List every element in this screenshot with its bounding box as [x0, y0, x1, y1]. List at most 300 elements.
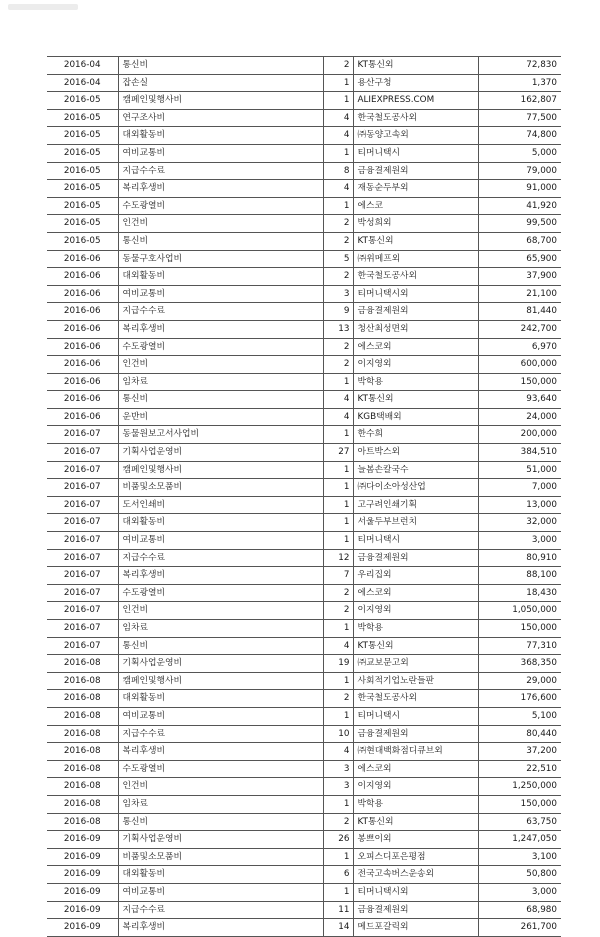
table-row — [47, 602, 561, 620]
row-expense-item: 동물구호사업비 — [118, 250, 323, 268]
row-count: 14 — [323, 919, 353, 937]
row-expense-item: 캠페인및행사비 — [118, 672, 323, 690]
table-row — [47, 408, 561, 426]
row-amount: 80,440 — [478, 725, 561, 743]
row-count: 2 — [323, 268, 353, 286]
row-date: 2016-06 — [47, 373, 118, 391]
row-vendor: 에스코외 — [353, 338, 478, 356]
row-expense-item: 도서인쇄비 — [118, 496, 323, 514]
row-amount: 150,000 — [478, 620, 561, 638]
row-date: 2016-09 — [47, 901, 118, 919]
row-vendor: 에스코외 — [353, 760, 478, 778]
row-amount: 51,000 — [478, 461, 561, 479]
row-date: 2016-06 — [47, 338, 118, 356]
row-vendor: 사회적기업노란들판 — [353, 672, 478, 690]
row-count: 2 — [323, 690, 353, 708]
row-date: 2016-07 — [47, 444, 118, 462]
row-date: 2016-07 — [47, 584, 118, 602]
row-vendor: 티머니택시 — [353, 532, 478, 550]
row-date: 2016-09 — [47, 919, 118, 937]
row-count: 4 — [323, 127, 353, 145]
row-amount: 74,800 — [478, 127, 561, 145]
row-count: 7 — [323, 567, 353, 585]
table-row — [47, 232, 561, 250]
table-row — [47, 567, 561, 585]
row-vendor: 금융결제원외 — [353, 725, 478, 743]
row-count: 6 — [323, 866, 353, 884]
table-row — [47, 514, 561, 532]
row-expense-item: 수도광열비 — [118, 760, 323, 778]
row-amount: 32,000 — [478, 514, 561, 532]
row-date: 2016-07 — [47, 637, 118, 655]
row-count: 3 — [323, 778, 353, 796]
expense-ledger-table — [47, 56, 561, 937]
row-expense-item: 인건비 — [118, 778, 323, 796]
row-date: 2016-07 — [47, 496, 118, 514]
table-row — [47, 162, 561, 180]
row-date: 2016-05 — [47, 232, 118, 250]
row-expense-item: 임차료 — [118, 620, 323, 638]
table-row — [47, 303, 561, 321]
row-vendor: 이지영외 — [353, 356, 478, 374]
row-expense-item: 인건비 — [118, 356, 323, 374]
row-count: 4 — [323, 391, 353, 409]
row-expense-item: 운반비 — [118, 408, 323, 426]
row-amount: 384,510 — [478, 444, 561, 462]
row-amount: 88,100 — [478, 567, 561, 585]
table-row — [47, 813, 561, 831]
row-expense-item: 복리후생비 — [118, 743, 323, 761]
row-count: 1 — [323, 795, 353, 813]
row-vendor: 서울두부브런치 — [353, 514, 478, 532]
table-row — [47, 919, 561, 937]
table-row — [47, 901, 561, 919]
row-expense-item: 기획사업운영비 — [118, 831, 323, 849]
table-row — [47, 74, 561, 92]
table-row — [47, 215, 561, 233]
row-date: 2016-06 — [47, 268, 118, 286]
row-vendor: 박학용 — [353, 373, 478, 391]
row-date: 2016-07 — [47, 461, 118, 479]
row-date: 2016-07 — [47, 567, 118, 585]
row-date: 2016-07 — [47, 532, 118, 550]
row-amount: 93,640 — [478, 391, 561, 409]
row-date: 2016-06 — [47, 250, 118, 268]
table-row — [47, 391, 561, 409]
row-count: 4 — [323, 180, 353, 198]
row-count: 2 — [323, 232, 353, 250]
row-expense-item: 대외활동비 — [118, 514, 323, 532]
row-vendor: 늘봄손칼국수 — [353, 461, 478, 479]
row-vendor: 금융결제원외 — [353, 162, 478, 180]
row-vendor: 오피스디포은평점 — [353, 848, 478, 866]
row-expense-item: 통신비 — [118, 637, 323, 655]
row-vendor: 박학용 — [353, 620, 478, 638]
row-date: 2016-05 — [47, 180, 118, 198]
row-amount: 24,000 — [478, 408, 561, 426]
table-row — [47, 496, 561, 514]
row-date: 2016-08 — [47, 795, 118, 813]
row-date: 2016-05 — [47, 92, 118, 110]
row-vendor: 티머니택시외 — [353, 285, 478, 303]
row-vendor: KT통신외 — [353, 232, 478, 250]
row-count: 1 — [323, 672, 353, 690]
row-date: 2016-07 — [47, 602, 118, 620]
row-date: 2016-05 — [47, 144, 118, 162]
row-count: 3 — [323, 285, 353, 303]
row-vendor: 전국고속버스운송외 — [353, 866, 478, 884]
row-count: 2 — [323, 813, 353, 831]
row-date: 2016-05 — [47, 162, 118, 180]
row-count: 12 — [323, 549, 353, 567]
row-expense-item: 통신비 — [118, 232, 323, 250]
row-count: 4 — [323, 408, 353, 426]
row-date: 2016-08 — [47, 760, 118, 778]
table-row — [47, 637, 561, 655]
row-date: 2016-08 — [47, 690, 118, 708]
row-expense-item: 수도광열비 — [118, 584, 323, 602]
row-vendor: ㈜다이소아성산업 — [353, 479, 478, 497]
row-date: 2016-06 — [47, 285, 118, 303]
row-vendor: 메드포갈릭외 — [353, 919, 478, 937]
row-date: 2016-06 — [47, 303, 118, 321]
row-expense-item: 지급수수료 — [118, 901, 323, 919]
row-count: 19 — [323, 655, 353, 673]
row-amount: 41,920 — [478, 197, 561, 215]
row-date: 2016-05 — [47, 127, 118, 145]
row-amount: 77,500 — [478, 109, 561, 127]
row-date: 2016-07 — [47, 620, 118, 638]
table-row — [47, 760, 561, 778]
table-row — [47, 373, 561, 391]
row-date: 2016-06 — [47, 356, 118, 374]
row-count: 8 — [323, 162, 353, 180]
row-amount: 63,750 — [478, 813, 561, 831]
table-row — [47, 743, 561, 761]
row-vendor: 금융결제원외 — [353, 303, 478, 321]
table-row — [47, 444, 561, 462]
row-expense-item: 캠페인및행사비 — [118, 92, 323, 110]
table-row — [47, 707, 561, 725]
table-row — [47, 778, 561, 796]
row-date: 2016-09 — [47, 848, 118, 866]
row-count: 1 — [323, 144, 353, 162]
row-expense-item: 수도광열비 — [118, 338, 323, 356]
row-vendor: 한국철도공사외 — [353, 268, 478, 286]
table-row — [47, 57, 561, 75]
row-count: 1 — [323, 532, 353, 550]
table-row — [47, 197, 561, 215]
row-date: 2016-06 — [47, 408, 118, 426]
table-row — [47, 479, 561, 497]
row-date: 2016-06 — [47, 391, 118, 409]
row-count: 1 — [323, 514, 353, 532]
row-expense-item: 여비교통비 — [118, 144, 323, 162]
row-amount: 1,247,050 — [478, 831, 561, 849]
row-date: 2016-04 — [47, 74, 118, 92]
row-vendor: KT통신외 — [353, 57, 478, 75]
row-count: 13 — [323, 320, 353, 338]
row-amount: 99,500 — [478, 215, 561, 233]
row-amount: 5,000 — [478, 144, 561, 162]
row-count: 1 — [323, 707, 353, 725]
table-row — [47, 831, 561, 849]
row-date: 2016-05 — [47, 215, 118, 233]
row-date: 2016-07 — [47, 479, 118, 497]
row-amount: 13,000 — [478, 496, 561, 514]
row-expense-item: 기획사업운영비 — [118, 655, 323, 673]
row-expense-item: 복리후생비 — [118, 180, 323, 198]
table-row — [47, 127, 561, 145]
table-row — [47, 92, 561, 110]
row-vendor: 티머니택시외 — [353, 883, 478, 901]
row-count: 9 — [323, 303, 353, 321]
row-expense-item: 임차료 — [118, 373, 323, 391]
table-row — [47, 620, 561, 638]
row-vendor: ㈜동양고속외 — [353, 127, 478, 145]
row-vendor: 티머니택시 — [353, 707, 478, 725]
row-amount: 22,510 — [478, 760, 561, 778]
row-vendor: 한국철도공사외 — [353, 109, 478, 127]
row-vendor: 우리집외 — [353, 567, 478, 585]
row-vendor: KGB택배외 — [353, 408, 478, 426]
table-row — [47, 848, 561, 866]
row-expense-item: 인건비 — [118, 602, 323, 620]
row-amount: 150,000 — [478, 373, 561, 391]
row-vendor: KT통신외 — [353, 637, 478, 655]
row-date: 2016-07 — [47, 426, 118, 444]
row-expense-item: 캠페인및행사비 — [118, 461, 323, 479]
row-expense-item: 지급수수료 — [118, 162, 323, 180]
row-expense-item: 임차료 — [118, 795, 323, 813]
row-count: 1 — [323, 848, 353, 866]
row-amount: 81,440 — [478, 303, 561, 321]
row-expense-item: 기획사업운영비 — [118, 444, 323, 462]
row-amount: 7,000 — [478, 479, 561, 497]
table-row — [47, 725, 561, 743]
row-date: 2016-08 — [47, 743, 118, 761]
row-count: 4 — [323, 743, 353, 761]
row-count: 1 — [323, 373, 353, 391]
row-amount: 1,370 — [478, 74, 561, 92]
row-count: 1 — [323, 92, 353, 110]
row-expense-item: 수도광열비 — [118, 197, 323, 215]
row-count: 2 — [323, 356, 353, 374]
row-vendor: KT통신외 — [353, 813, 478, 831]
row-date: 2016-08 — [47, 707, 118, 725]
row-amount: 3,000 — [478, 883, 561, 901]
row-amount: 72,830 — [478, 57, 561, 75]
table-row — [47, 532, 561, 550]
row-expense-item: 대외활동비 — [118, 866, 323, 884]
row-vendor: 에스코 — [353, 197, 478, 215]
table-row — [47, 461, 561, 479]
table-row — [47, 180, 561, 198]
row-vendor: ㈜현대백화점디큐브외 — [353, 743, 478, 761]
row-expense-item: 통신비 — [118, 57, 323, 75]
row-expense-item: 통신비 — [118, 391, 323, 409]
row-date: 2016-08 — [47, 725, 118, 743]
row-amount: 18,430 — [478, 584, 561, 602]
ledger-body — [47, 57, 561, 937]
row-expense-item: 여비교통비 — [118, 532, 323, 550]
row-count: 3 — [323, 760, 353, 778]
row-count: 2 — [323, 602, 353, 620]
row-vendor: 재동순두부외 — [353, 180, 478, 198]
row-count: 10 — [323, 725, 353, 743]
row-vendor: 청산최성면외 — [353, 320, 478, 338]
row-vendor: 아트박스외 — [353, 444, 478, 462]
row-amount: 3,000 — [478, 532, 561, 550]
row-date: 2016-08 — [47, 655, 118, 673]
row-count: 1 — [323, 883, 353, 901]
row-amount: 37,900 — [478, 268, 561, 286]
row-amount: 1,250,000 — [478, 778, 561, 796]
row-date: 2016-05 — [47, 109, 118, 127]
table-row — [47, 690, 561, 708]
row-expense-item: 지급수수료 — [118, 725, 323, 743]
row-vendor: 용산구청 — [353, 74, 478, 92]
row-amount: 50,800 — [478, 866, 561, 884]
row-amount: 3,100 — [478, 848, 561, 866]
row-vendor: 박성희외 — [353, 215, 478, 233]
row-count: 2 — [323, 215, 353, 233]
row-amount: 5,100 — [478, 707, 561, 725]
row-amount: 77,310 — [478, 637, 561, 655]
row-vendor: 티머니택시 — [353, 144, 478, 162]
table-row — [47, 285, 561, 303]
row-count: 1 — [323, 479, 353, 497]
table-row — [47, 426, 561, 444]
row-vendor: 이지영외 — [353, 778, 478, 796]
table-row — [47, 109, 561, 127]
row-amount: 91,000 — [478, 180, 561, 198]
table-row — [47, 320, 561, 338]
row-expense-item: 대외활동비 — [118, 690, 323, 708]
row-count: 2 — [323, 57, 353, 75]
row-vendor: KT통신외 — [353, 391, 478, 409]
row-amount: 29,000 — [478, 672, 561, 690]
row-count: 2 — [323, 338, 353, 356]
row-count: 1 — [323, 74, 353, 92]
row-expense-item: 여비교통비 — [118, 883, 323, 901]
row-amount: 1,050,000 — [478, 602, 561, 620]
row-vendor: ALIEXPRESS.COM — [353, 92, 478, 110]
table-row — [47, 338, 561, 356]
row-vendor: 한국철도공사외 — [353, 690, 478, 708]
row-date: 2016-07 — [47, 549, 118, 567]
row-date: 2016-08 — [47, 778, 118, 796]
row-count: 1 — [323, 426, 353, 444]
table-row — [47, 883, 561, 901]
row-amount: 600,000 — [478, 356, 561, 374]
row-date: 2016-09 — [47, 866, 118, 884]
row-date: 2016-09 — [47, 831, 118, 849]
table-row — [47, 655, 561, 673]
row-count: 5 — [323, 250, 353, 268]
row-vendor: 에스코외 — [353, 584, 478, 602]
row-amount: 200,000 — [478, 426, 561, 444]
row-date: 2016-06 — [47, 320, 118, 338]
row-amount: 79,000 — [478, 162, 561, 180]
row-vendor: 고구려인쇄기획 — [353, 496, 478, 514]
row-date: 2016-05 — [47, 197, 118, 215]
row-amount: 65,900 — [478, 250, 561, 268]
row-expense-item: 대외활동비 — [118, 127, 323, 145]
row-amount: 68,980 — [478, 901, 561, 919]
row-vendor: ㈜교보문고외 — [353, 655, 478, 673]
row-amount: 37,200 — [478, 743, 561, 761]
row-date: 2016-09 — [47, 883, 118, 901]
row-count: 1 — [323, 461, 353, 479]
row-expense-item: 복리후생비 — [118, 919, 323, 937]
row-expense-item: 통신비 — [118, 813, 323, 831]
row-amount: 162,807 — [478, 92, 561, 110]
table-row — [47, 584, 561, 602]
row-count: 1 — [323, 197, 353, 215]
scan-artifact — [8, 4, 78, 10]
row-count: 26 — [323, 831, 353, 849]
row-expense-item: 대외활동비 — [118, 268, 323, 286]
table-row — [47, 250, 561, 268]
row-expense-item: 지급수수료 — [118, 303, 323, 321]
row-expense-item: 비품및소모품비 — [118, 848, 323, 866]
row-expense-item: 인건비 — [118, 215, 323, 233]
table-row — [47, 268, 561, 286]
row-vendor: 이지영외 — [353, 602, 478, 620]
row-count: 1 — [323, 620, 353, 638]
row-expense-item: 복리후생비 — [118, 567, 323, 585]
table-row — [47, 672, 561, 690]
table-row — [47, 549, 561, 567]
row-expense-item: 비품및소모품비 — [118, 479, 323, 497]
row-expense-item: 복리후생비 — [118, 320, 323, 338]
row-date: 2016-08 — [47, 813, 118, 831]
row-amount: 368,350 — [478, 655, 561, 673]
row-expense-item: 동물원보고서사업비 — [118, 426, 323, 444]
table-row — [47, 795, 561, 813]
table-row — [47, 144, 561, 162]
row-amount: 261,700 — [478, 919, 561, 937]
row-expense-item: 여비교통비 — [118, 707, 323, 725]
row-count: 11 — [323, 901, 353, 919]
row-amount: 176,600 — [478, 690, 561, 708]
row-vendor: 봉쁘이외 — [353, 831, 478, 849]
row-vendor: 한수희 — [353, 426, 478, 444]
row-count: 1 — [323, 496, 353, 514]
row-amount: 150,000 — [478, 795, 561, 813]
row-amount: 21,100 — [478, 285, 561, 303]
row-amount: 242,700 — [478, 320, 561, 338]
row-date: 2016-04 — [47, 57, 118, 75]
row-date: 2016-08 — [47, 672, 118, 690]
row-amount: 6,970 — [478, 338, 561, 356]
row-count: 4 — [323, 637, 353, 655]
row-expense-item: 지급수수료 — [118, 549, 323, 567]
row-date: 2016-07 — [47, 514, 118, 532]
table-row — [47, 356, 561, 374]
row-amount: 68,700 — [478, 232, 561, 250]
row-vendor: 금융결제원외 — [353, 901, 478, 919]
row-count: 4 — [323, 109, 353, 127]
row-expense-item: 잡손실 — [118, 74, 323, 92]
table-row — [47, 866, 561, 884]
row-count: 27 — [323, 444, 353, 462]
row-vendor: 금융결제원외 — [353, 549, 478, 567]
row-amount: 80,910 — [478, 549, 561, 567]
row-expense-item: 여비교통비 — [118, 285, 323, 303]
row-count: 2 — [323, 584, 353, 602]
